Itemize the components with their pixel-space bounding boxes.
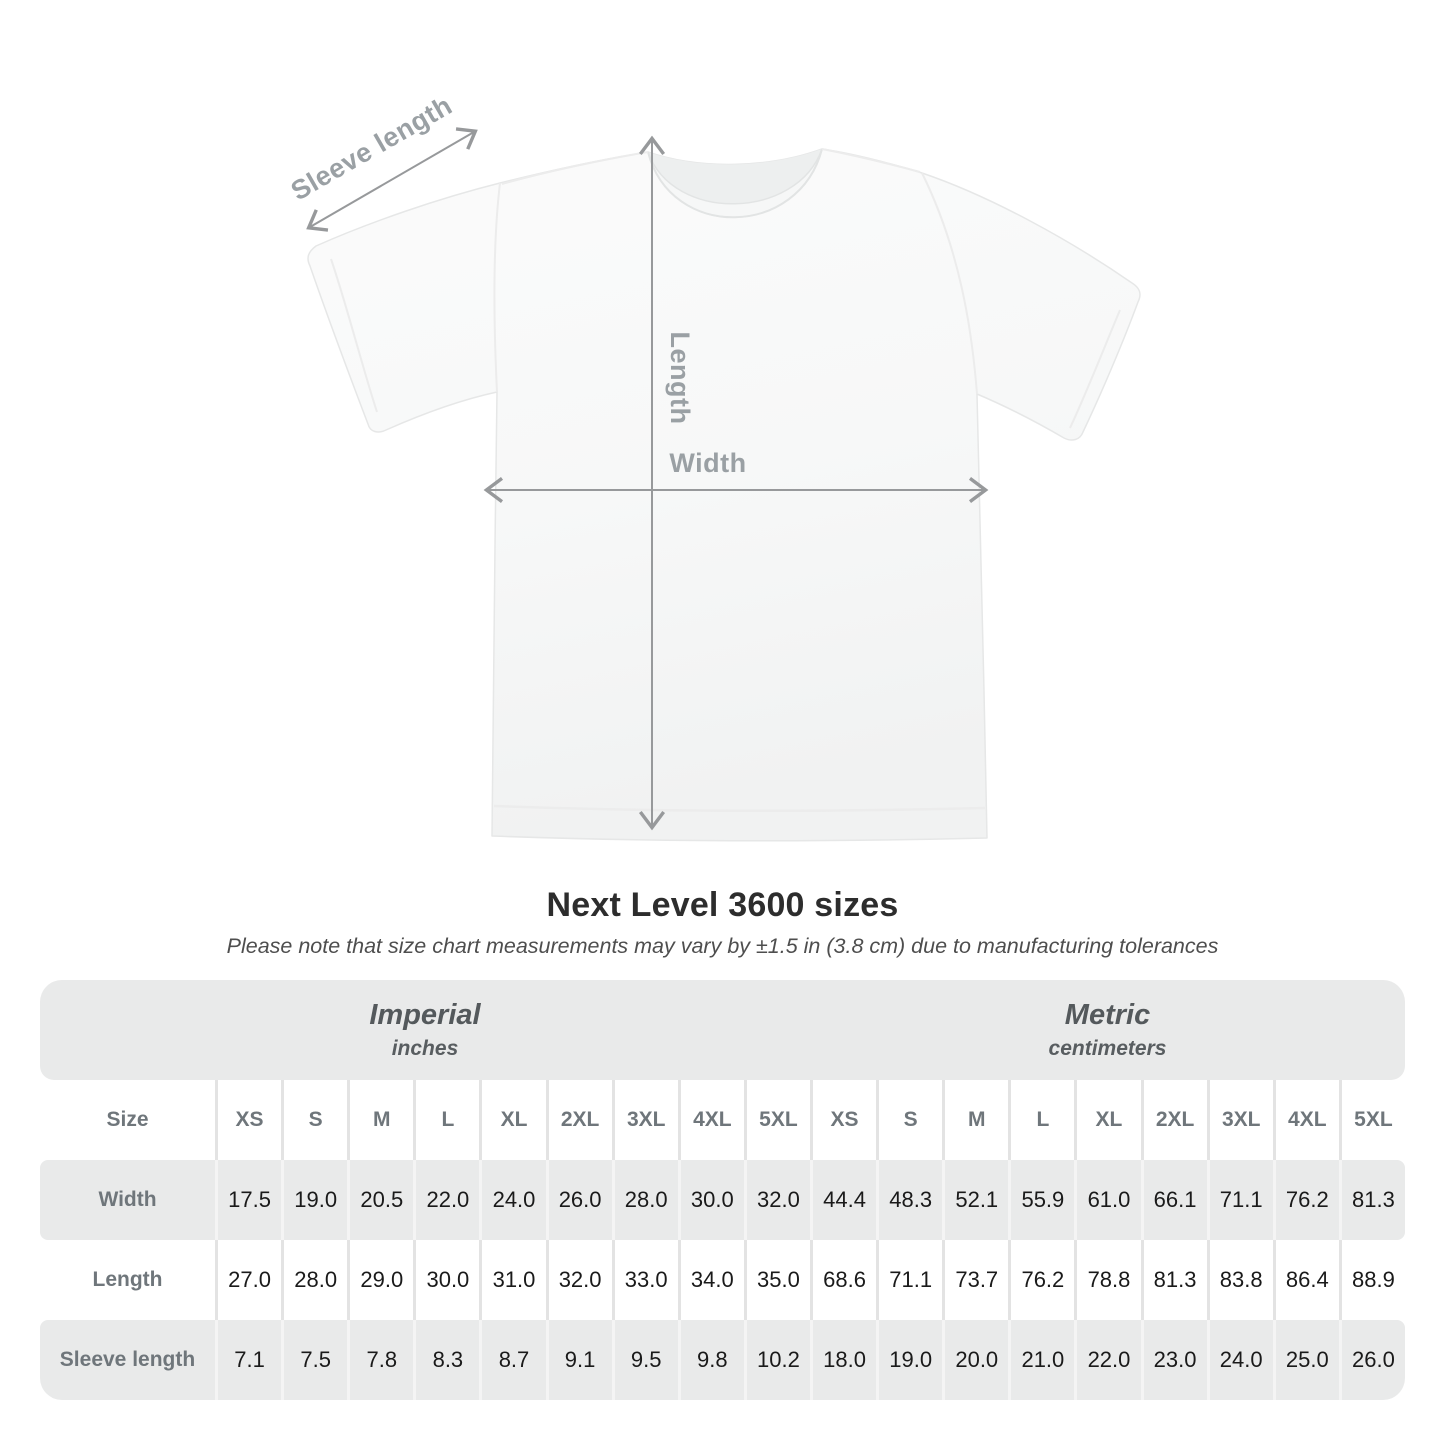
value-cell: 71.1 bbox=[1207, 1160, 1273, 1240]
imperial-unit: inches bbox=[391, 1037, 459, 1060]
imperial-group-header bbox=[40, 980, 810, 1080]
size-table-body bbox=[40, 1160, 1405, 1400]
size-header-metric-3xl: 3XL bbox=[1207, 1080, 1273, 1160]
value-cell: 81.3 bbox=[1339, 1160, 1405, 1240]
size-header-metric-4xl: 4XL bbox=[1273, 1080, 1339, 1160]
size-header-metric-m: M bbox=[942, 1080, 1008, 1160]
size-header-row bbox=[40, 1080, 1405, 1160]
size-header-imperial-s: S bbox=[281, 1080, 347, 1160]
row-label: Width bbox=[40, 1160, 215, 1240]
value-cell: 83.8 bbox=[1207, 1240, 1273, 1320]
size-header-imperial-5xl: 5XL bbox=[744, 1080, 810, 1160]
value-cell: 35.0 bbox=[744, 1240, 810, 1320]
size-header-metric-s: S bbox=[876, 1080, 942, 1160]
title-block bbox=[0, 886, 1445, 959]
value-cell: 34.0 bbox=[678, 1240, 744, 1320]
value-cell: 78.8 bbox=[1074, 1240, 1140, 1320]
value-cell: 61.0 bbox=[1074, 1160, 1140, 1240]
value-cell: 22.0 bbox=[413, 1160, 479, 1240]
sleeve-length-label: Sleeve length bbox=[285, 90, 458, 207]
value-cell: 25.0 bbox=[1273, 1320, 1339, 1400]
row-label: Length bbox=[40, 1240, 215, 1320]
value-cell: 9.1 bbox=[546, 1320, 612, 1400]
metric-unit: centimeters bbox=[1048, 1037, 1167, 1060]
metric-group-header bbox=[810, 980, 1405, 1080]
value-cell: 66.1 bbox=[1141, 1160, 1207, 1240]
size-column-header: Size bbox=[40, 1080, 215, 1160]
value-cell: 32.0 bbox=[546, 1240, 612, 1320]
size-header-imperial-3xl: 3XL bbox=[612, 1080, 678, 1160]
value-cell: 52.1 bbox=[942, 1160, 1008, 1240]
value-cell: 10.2 bbox=[744, 1320, 810, 1400]
size-table bbox=[40, 980, 1405, 1400]
value-cell: 71.1 bbox=[876, 1240, 942, 1320]
value-cell: 9.8 bbox=[678, 1320, 744, 1400]
size-header-imperial-4xl: 4XL bbox=[678, 1080, 744, 1160]
value-cell: 8.3 bbox=[413, 1320, 479, 1400]
value-cell: 17.5 bbox=[215, 1160, 281, 1240]
size-header-metric-2xl: 2XL bbox=[1141, 1080, 1207, 1160]
value-cell: 19.0 bbox=[281, 1160, 347, 1240]
value-cell: 88.9 bbox=[1339, 1240, 1405, 1320]
row-label: Sleeve length bbox=[40, 1320, 215, 1400]
size-header-metric-xs: XS bbox=[810, 1080, 876, 1160]
value-cell: 21.0 bbox=[1008, 1320, 1074, 1400]
size-header-metric-5xl: 5XL bbox=[1339, 1080, 1405, 1160]
value-cell: 55.9 bbox=[1008, 1160, 1074, 1240]
table-row-width bbox=[40, 1160, 1405, 1240]
value-cell: 29.0 bbox=[347, 1240, 413, 1320]
value-cell: 48.3 bbox=[876, 1160, 942, 1240]
value-cell: 32.0 bbox=[744, 1160, 810, 1240]
unit-group-row bbox=[40, 980, 1405, 1080]
value-cell: 30.0 bbox=[678, 1160, 744, 1240]
value-cell: 8.7 bbox=[479, 1320, 545, 1400]
value-cell: 33.0 bbox=[612, 1240, 678, 1320]
tshirt-illustration bbox=[308, 149, 1140, 841]
value-cell: 26.0 bbox=[1339, 1320, 1405, 1400]
value-cell: 24.0 bbox=[479, 1160, 545, 1240]
value-cell: 28.0 bbox=[612, 1160, 678, 1240]
value-cell: 18.0 bbox=[810, 1320, 876, 1400]
tolerance-note: Please note that size chart measurements may vary by ±1.5 in (3.8 cm) due to manufacturing tolerances bbox=[226, 934, 1219, 958]
value-cell: 44.4 bbox=[810, 1160, 876, 1240]
value-cell: 28.0 bbox=[281, 1240, 347, 1320]
metric-label: Metric bbox=[1064, 999, 1151, 1031]
size-header-imperial-xl: XL bbox=[479, 1080, 545, 1160]
value-cell: 86.4 bbox=[1273, 1240, 1339, 1320]
value-cell: 31.0 bbox=[479, 1240, 545, 1320]
value-cell: 19.0 bbox=[876, 1320, 942, 1400]
size-header-metric-xl: XL bbox=[1074, 1080, 1140, 1160]
size-header-imperial-m: M bbox=[347, 1080, 413, 1160]
value-cell: 27.0 bbox=[215, 1240, 281, 1320]
value-cell: 22.0 bbox=[1074, 1320, 1140, 1400]
size-header-metric-l: L bbox=[1008, 1080, 1074, 1160]
value-cell: 76.2 bbox=[1008, 1240, 1074, 1320]
value-cell: 20.5 bbox=[347, 1160, 413, 1240]
shirt-body bbox=[308, 149, 1140, 841]
value-cell: 20.0 bbox=[942, 1320, 1008, 1400]
value-cell: 7.8 bbox=[347, 1320, 413, 1400]
page-title: Next Level 3600 sizes bbox=[546, 886, 899, 924]
table-row-length bbox=[40, 1240, 1405, 1320]
value-cell: 7.1 bbox=[215, 1320, 281, 1400]
size-header-imperial-2xl: 2XL bbox=[546, 1080, 612, 1160]
size-header-imperial-l: L bbox=[413, 1080, 479, 1160]
value-cell: 26.0 bbox=[546, 1160, 612, 1240]
value-cell: 24.0 bbox=[1207, 1320, 1273, 1400]
value-cell: 30.0 bbox=[413, 1240, 479, 1320]
value-cell: 68.6 bbox=[810, 1240, 876, 1320]
width-label: Width bbox=[669, 448, 747, 478]
value-cell: 73.7 bbox=[942, 1240, 1008, 1320]
value-cell: 23.0 bbox=[1141, 1320, 1207, 1400]
length-label: Length bbox=[665, 331, 695, 425]
value-cell: 7.5 bbox=[281, 1320, 347, 1400]
table-row-sleeve-length bbox=[40, 1320, 1405, 1400]
value-cell: 81.3 bbox=[1141, 1240, 1207, 1320]
value-cell: 76.2 bbox=[1273, 1160, 1339, 1240]
size-header-imperial-xs: XS bbox=[215, 1080, 281, 1160]
imperial-label: Imperial bbox=[369, 999, 481, 1031]
value-cell: 9.5 bbox=[612, 1320, 678, 1400]
